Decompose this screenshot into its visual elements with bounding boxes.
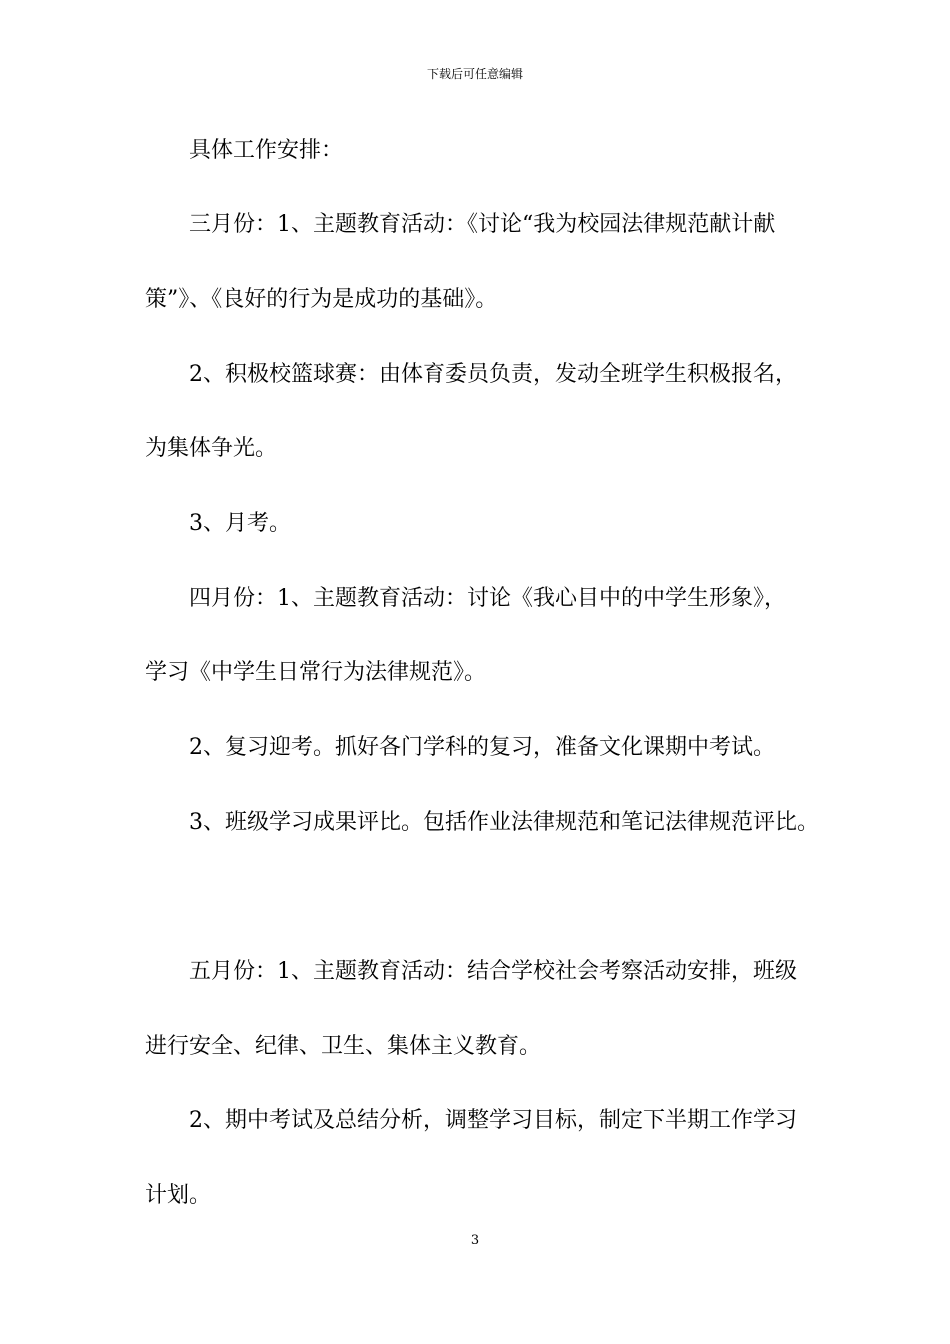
paragraph-line: 策”》、《良好的行为是成功的基础》。 (145, 287, 498, 312)
paragraph-line: 具体工作安排： (189, 138, 344, 163)
paragraph-line: 三月份：1、主题教育活动：《讨论“我为校园法律规范献计献 (189, 212, 776, 237)
paragraph-line: 2、复习迎考。抓好各门学科的复习，准备文化课期中考试。 (189, 735, 775, 760)
page-number: 3 (470, 1233, 480, 1248)
paragraph-line: 3、月考。 (189, 511, 291, 536)
paragraph-line: 四月份：1、主题教育活动：讨论《我心目中的中学生形象》， (189, 586, 786, 611)
paragraph-line: 2、积极校篮球赛：由体育委员负责，发动全班学生积极报名， (189, 362, 797, 387)
paragraph-line: 计划。 (145, 1183, 212, 1208)
paragraph-line: 为集体争光。 (145, 436, 278, 461)
paragraph-line: 五月份：1、主题教育活动：结合学校社会考察活动安排，班级 (189, 959, 797, 984)
paragraph-line: 学习《中学生日常行为法律规范》。 (145, 660, 487, 685)
paragraph-line: 进行安全、纪律、卫生、集体主义教育。 (145, 1034, 542, 1059)
page-header: 下载后可任意编辑 (426, 67, 523, 81)
paragraph-line: 2、期中考试及总结分析，调整学习目标，制定下半期工作学习 (189, 1108, 797, 1133)
paragraph-line: 3、班级学习成果评比。包括作业法律规范和笔记法律规范评比。 (189, 810, 819, 835)
